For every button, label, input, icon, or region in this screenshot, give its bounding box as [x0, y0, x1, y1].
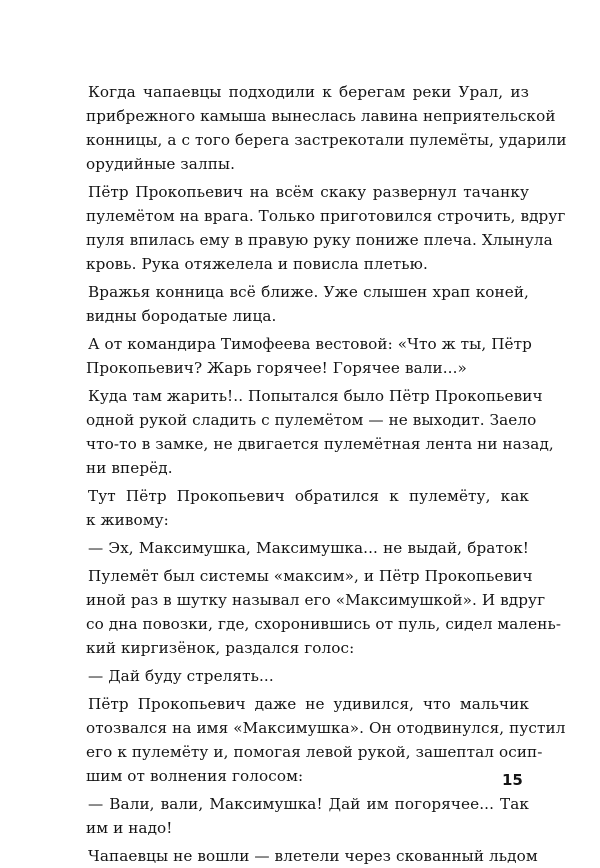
text-line-22: со дна повозки, где, схоронившись от пуль, сидел малень-	[86, 615, 562, 633]
text-line-17: Тут Пётр Прокопьевич обратился к пулемёту, как	[88, 487, 529, 505]
text-line-1: Когда чапаевцы подходили к берегам реки Урал, из	[88, 83, 529, 101]
text-line-29: — Вали, вали, Максимушка! Дай им погорячее... Так	[88, 795, 529, 813]
text-line-6: пулемётом на врага. Только приготовился строчить, вдруг	[86, 207, 566, 225]
text-line-5: Пётр Прокопьевич на всём скаку развернул тачанку	[88, 183, 529, 201]
text-line-10: видны бородатые лица.	[86, 307, 277, 325]
text-line-2: прибрежного камыша вынеслась лавина неприятельской	[86, 107, 556, 125]
text-line-27: его к пулемёту и, помогая левой рукой, зашептал осип-	[86, 743, 543, 761]
text-line-3: конницы, а с того берега застрекотали пулемёты, ударили	[86, 131, 567, 149]
text-line-31: Чапаевцы не вошли — влетели через скованный льдом	[88, 847, 538, 865]
text-line-13: Куда там жарить!.. Попытался было Пётр Прокопьевич	[88, 387, 543, 405]
text-line-8: кровь. Рука отяжелела и повисла плетью.	[86, 255, 428, 273]
text-line-7: пуля впилась ему в правую руку пониже плеча. Хлынула	[86, 231, 553, 249]
text-line-4: орудийные залпы.	[86, 155, 236, 173]
text-line-20: Пулемёт был системы «максим», и Пётр Прокопьевич	[88, 567, 533, 585]
text-line-21: иной раз в шутку называл его «Максимушкой». И вдруг	[86, 591, 546, 609]
text-line-28: шим от волнения голосом:	[86, 767, 304, 785]
text-line-11: А от командира Тимофеева вестовой: «Что ж ты, Пётр	[88, 335, 532, 353]
text-line-25: Пётр Прокопьевич даже не удивился, что мальчик	[88, 695, 529, 713]
text-line-12: Прокопьевич? Жарь горячее! Горячее вали...»	[86, 359, 467, 377]
page-number: 15	[502, 771, 523, 789]
text-line-23: кий киргизёнок, раздался голос:	[86, 639, 355, 657]
text-line-9: Вражья конница всё ближе. Уже слышен храп коней,	[88, 283, 529, 301]
text-line-16: ни вперёд.	[86, 459, 173, 477]
text-line-14: одной рукой сладить с пулемётом — не выходит. Заело	[86, 411, 537, 429]
text-line-24: — Дай буду стрелять...	[88, 667, 274, 685]
text-line-26: отозвался на имя «Максимушка». Он отодвинулся, пустил	[86, 719, 566, 737]
text-line-19: — Эх, Максимушка, Максимушка... не выдай, браток!	[88, 539, 529, 557]
text-line-15: что-то в замке, не двигается пулемётная лента ни назад,	[86, 435, 554, 453]
text-line-30: им и надо!	[86, 819, 173, 837]
text-line-18: к живому:	[86, 511, 169, 529]
